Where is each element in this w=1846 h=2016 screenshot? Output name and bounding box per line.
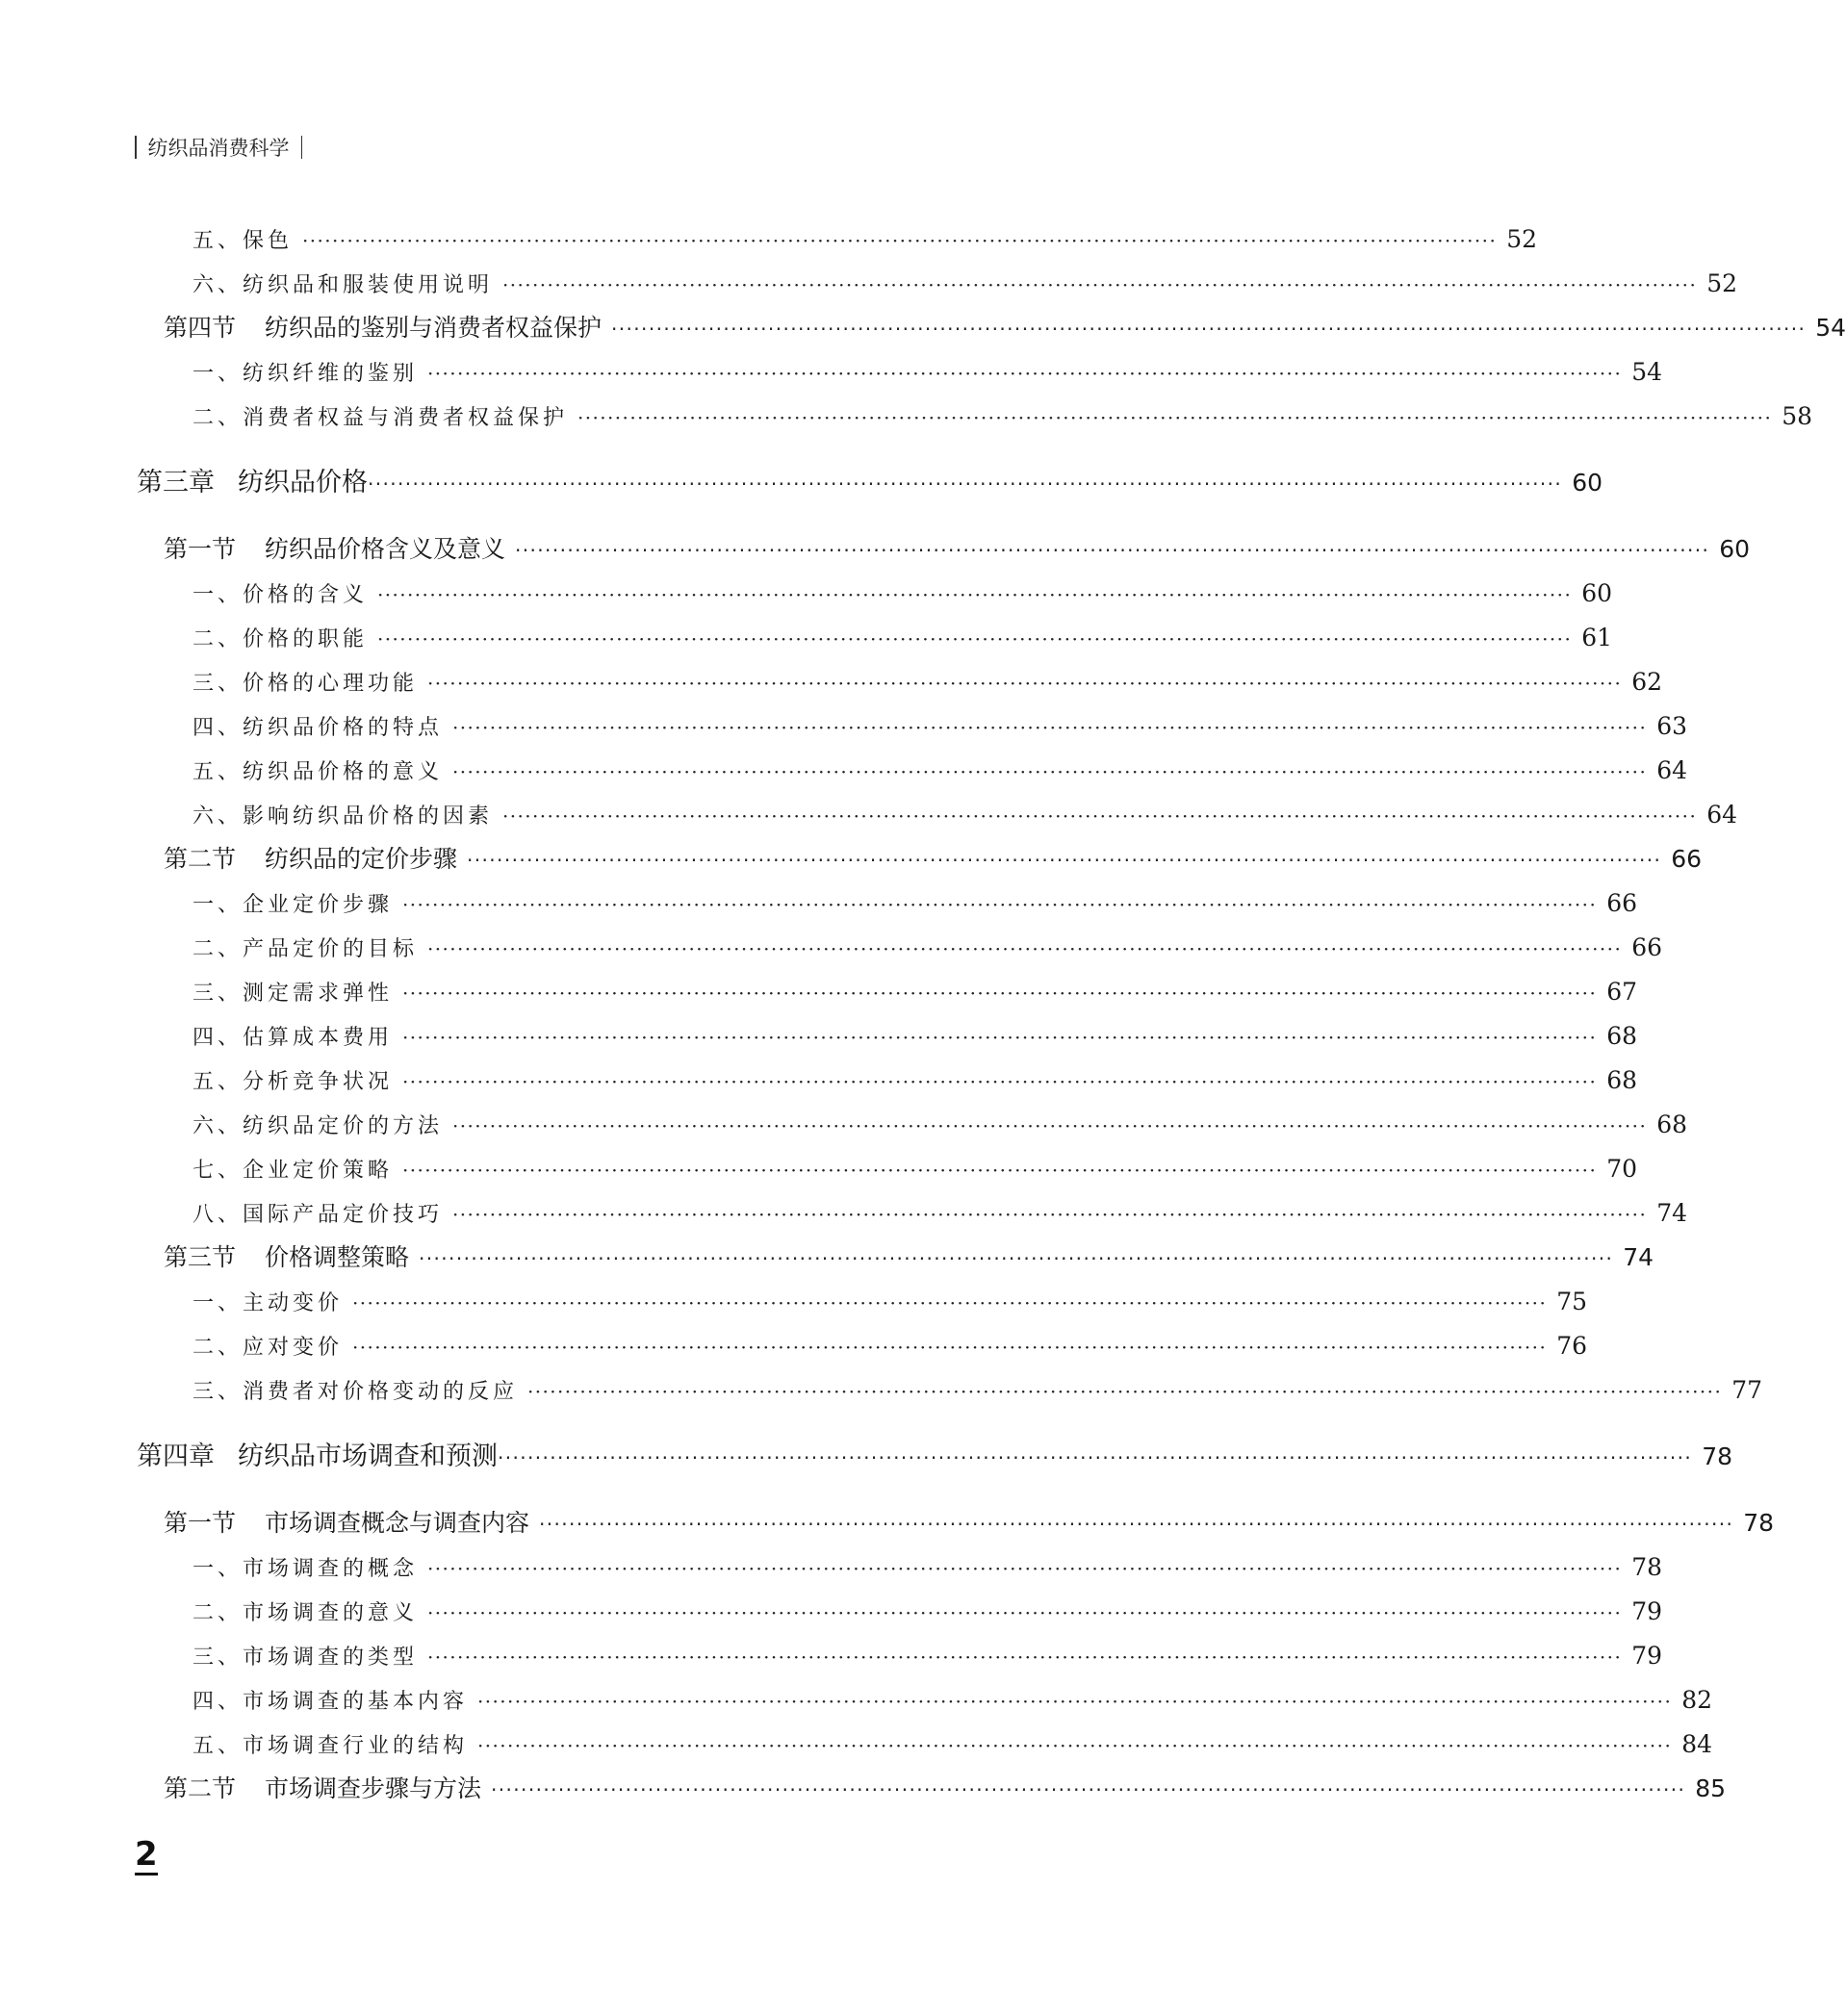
dot-leader: ································································································································································	[502, 804, 1698, 828]
toc-entry-heading	[137, 464, 368, 502]
toc-entry-page: 78	[1743, 1509, 1775, 1537]
toc-entry-label: 六、影响纺织品价格的因素	[192, 804, 494, 829]
dot-leader: ································································································································································	[477, 1690, 1673, 1713]
toc-entry-page: 66	[1671, 845, 1703, 873]
toc-entry-heading	[164, 309, 602, 347]
toc-entry-label: 六、纺织品和服装使用说明	[192, 273, 494, 297]
toc-entry-label: 一、价格的含义	[192, 583, 369, 607]
toc-entry-page: 74	[1623, 1243, 1654, 1271]
dot-leader: ································································································································································	[427, 1646, 1623, 1669]
toc-entry-item	[192, 796, 1738, 834]
toc-entry-section	[164, 840, 1703, 879]
toc-entry-page: 64	[1656, 756, 1688, 784]
section-title: 市场调查步骤与方法	[265, 1774, 482, 1802]
dot-leader: ································································································································································	[502, 273, 1698, 296]
toc-entry-page: 76	[1556, 1332, 1588, 1360]
toc-entry-label: 五、纺织品价格的意义	[192, 760, 444, 784]
toc-entry-item	[192, 663, 1663, 702]
toc-entry-label: 五、市场调查行业的结构	[192, 1734, 469, 1758]
dot-leader: ································································································································································	[419, 1247, 1614, 1270]
toc-entry-label: 一、纺织纤维的鉴别	[192, 362, 419, 386]
toc-entry-page: 85	[1695, 1774, 1727, 1802]
dot-leader: ································································································································································	[577, 406, 1773, 429]
toc-entry-item	[192, 1327, 1588, 1365]
dot-leader: ································································································································································	[402, 982, 1598, 1005]
dot-leader: ································································································································································	[352, 1291, 1548, 1314]
toc-entry-item	[192, 929, 1663, 967]
toc-entry-label: 三、市场调查的类型	[192, 1646, 419, 1670]
toc-entry-item	[192, 1548, 1663, 1587]
toc-entry-page: 58	[1782, 402, 1813, 430]
toc-entry-page: 62	[1631, 668, 1663, 696]
dot-leader: ································································································································································	[427, 937, 1623, 960]
toc-entry-item	[192, 1637, 1663, 1675]
dot-leader: ································································································································································	[352, 1336, 1548, 1359]
section-title: 纺织品的定价步骤	[265, 845, 458, 873]
toc-entry-section	[164, 309, 1846, 347]
section-number: 第四节	[164, 314, 237, 342]
toc-entry-item	[192, 1150, 1638, 1188]
toc-entry-label: 三、测定需求弹性	[192, 982, 394, 1006]
toc-entry-page: 82	[1681, 1686, 1713, 1714]
toc-entry-label: 二、价格的职能	[192, 627, 369, 651]
toc-entry-heading	[164, 1504, 529, 1543]
toc-entry-item	[192, 752, 1688, 790]
dot-leader: ································································································································································	[527, 1380, 1723, 1403]
dot-leader: ································································································································································	[452, 1203, 1648, 1226]
toc-entry-page: 84	[1681, 1730, 1713, 1758]
toc-entry-label: 二、消费者权益与消费者权益保护	[192, 406, 569, 430]
toc-entry-heading	[137, 1438, 498, 1476]
toc-entry-heading	[164, 1238, 409, 1277]
toc-entry-page: 60	[1572, 469, 1602, 497]
toc-entry-page: 75	[1556, 1288, 1588, 1315]
section-number: 第三节	[164, 1243, 237, 1271]
section-title: 价格调整策略	[265, 1243, 410, 1271]
section-number: 第一节	[164, 535, 237, 563]
dot-leader: ································································································································································	[402, 893, 1598, 916]
toc-entry-label: 五、分析竞争状况	[192, 1070, 394, 1094]
toc-entry-item	[192, 1593, 1663, 1631]
toc-entry-item	[192, 397, 1813, 436]
toc-entry-item	[192, 353, 1663, 392]
toc-entry-label: 四、估算成本费用	[192, 1026, 394, 1050]
section-title: 市场调查概念与调查内容	[265, 1509, 530, 1537]
chapter-number: 第四章	[137, 1442, 215, 1471]
dot-leader: ································································································································································	[377, 583, 1573, 606]
dot-leader: ································································································································································	[539, 1513, 1734, 1536]
toc-entry-item	[192, 619, 1613, 657]
toc-entry-chapter	[137, 464, 1602, 502]
toc-entry-item	[192, 1371, 1763, 1410]
toc-entry-label: 二、应对变价	[192, 1336, 344, 1360]
dot-leader: ································································································································································	[368, 472, 1563, 496]
toc-entry-page: 70	[1606, 1155, 1638, 1183]
toc-entry-page: 66	[1606, 889, 1638, 917]
toc-entry-label: 一、市场调查的概念	[192, 1557, 419, 1581]
toc-entry-label: 三、消费者对价格变动的反应	[192, 1380, 519, 1404]
dot-leader: ································································································································································	[477, 1734, 1673, 1757]
toc-entry-page: 54	[1631, 358, 1663, 386]
section-number: 第二节	[164, 1774, 237, 1802]
toc-entry-heading	[164, 530, 505, 569]
dot-leader: ································································································································································	[452, 716, 1648, 739]
dot-leader: ································································································································································	[515, 539, 1710, 562]
chapter-title: 纺织品市场调查和预测	[238, 1442, 498, 1471]
toc-entry-item	[192, 220, 1538, 259]
toc-entry-label: 二、产品定价的目标	[192, 937, 419, 961]
toc-entry-page: 67	[1606, 978, 1638, 1006]
dot-leader: ································································································································································	[611, 318, 1807, 341]
toc-entry-item	[192, 1681, 1713, 1720]
book-title: 纺织品消费科学	[147, 137, 290, 160]
dot-leader: ································································································································································	[402, 1026, 1598, 1049]
toc-entry-page: 60	[1719, 535, 1751, 563]
toc-entry-chapter	[137, 1438, 1732, 1476]
toc-entry-item	[192, 1106, 1688, 1144]
toc-entry-item	[192, 1017, 1638, 1056]
toc-entry-item	[192, 265, 1738, 303]
toc-entry-page: 79	[1631, 1597, 1663, 1625]
dot-leader: ································································································································································	[302, 229, 1498, 252]
dot-leader: ································································································································································	[427, 1601, 1623, 1624]
dot-leader: ································································································································································	[491, 1778, 1686, 1801]
toc-entry-item	[192, 884, 1638, 923]
dot-leader: ································································································································································	[498, 1446, 1693, 1469]
toc-entry-page: 74	[1656, 1199, 1688, 1227]
toc-entry-page: 78	[1702, 1442, 1732, 1470]
dot-leader: ································································································································································	[402, 1159, 1598, 1182]
dot-leader: ································································································································································	[467, 849, 1662, 872]
toc-entry-page: 52	[1706, 269, 1738, 297]
toc-entry-label: 七、企业定价策略	[192, 1159, 394, 1183]
toc-entry-page: 79	[1631, 1642, 1663, 1670]
section-number: 第二节	[164, 845, 237, 873]
toc-entry-section	[164, 1504, 1775, 1543]
toc-entry-page: 77	[1731, 1376, 1763, 1404]
toc-entry-label: 四、市场调查的基本内容	[192, 1690, 469, 1714]
dot-leader: ································································································································································	[402, 1070, 1598, 1093]
chapter-number: 第三章	[137, 468, 215, 498]
toc-entry-section	[164, 530, 1751, 569]
toc-entry-label: 二、市场调查的意义	[192, 1601, 419, 1625]
toc-entry-page: 54	[1815, 314, 1846, 342]
toc-entry-section	[164, 1770, 1727, 1808]
toc-entry-item	[192, 973, 1638, 1011]
toc-entry-page: 61	[1581, 624, 1613, 651]
toc-entry-page: 63	[1656, 712, 1688, 740]
section-title: 纺织品价格含义及意义	[265, 535, 506, 563]
section-number: 第一节	[164, 1509, 237, 1537]
toc-entry-label: 四、纺织品价格的特点	[192, 716, 444, 740]
toc-entry-item	[192, 1194, 1688, 1233]
toc-entry-page: 68	[1656, 1110, 1688, 1138]
toc-entry-page: 78	[1631, 1553, 1663, 1581]
toc-entry-item	[192, 1725, 1713, 1764]
toc-entry-item	[192, 1283, 1588, 1321]
toc-entry-label: 一、企业定价步骤	[192, 893, 394, 917]
toc-entry-page: 52	[1506, 225, 1538, 253]
toc-entry-heading	[164, 1770, 481, 1808]
toc-entry-label: 三、价格的心理功能	[192, 672, 419, 696]
dot-leader: ································································································································································	[452, 1114, 1648, 1137]
section-title: 纺织品的鉴别与消费者权益保护	[265, 314, 603, 342]
dot-leader: ································································································································································	[377, 627, 1573, 651]
toc-entry-page: 66	[1631, 933, 1663, 961]
chapter-title: 纺织品价格	[238, 468, 368, 498]
toc-entry-page: 68	[1606, 1022, 1638, 1050]
toc-entry-item	[192, 1061, 1638, 1100]
dot-leader: ································································································································································	[427, 672, 1623, 695]
toc-entry-page: 60	[1581, 579, 1613, 607]
toc-entry-page: 64	[1706, 801, 1738, 829]
toc-entry-label: 六、纺织品定价的方法	[192, 1114, 444, 1138]
toc-entry-section	[164, 1238, 1654, 1277]
dot-leader: ································································································································································	[427, 1557, 1623, 1580]
dot-leader: ································································································································································	[427, 362, 1623, 385]
toc-entry-label: 一、主动变价	[192, 1291, 344, 1315]
toc-entry-item	[192, 707, 1688, 746]
dot-leader: ································································································································································	[452, 760, 1648, 783]
toc-entry-label: 五、保色	[192, 229, 294, 253]
toc-entry-item	[192, 574, 1613, 613]
toc-entry-heading	[164, 840, 457, 879]
page-number: 2	[135, 1835, 158, 1874]
toc-entry-page: 68	[1606, 1066, 1638, 1094]
toc-entry-label: 八、国际产品定价技巧	[192, 1203, 444, 1227]
